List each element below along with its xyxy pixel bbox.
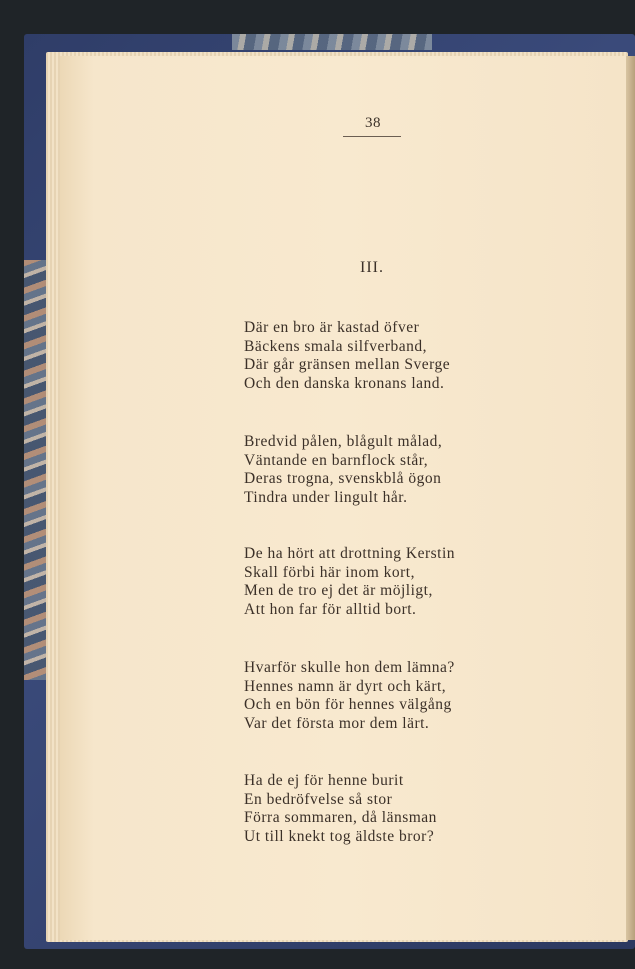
poem-line: Hvarför skulle hon dem lämna? bbox=[244, 659, 455, 676]
poem-line: Bredvid pålen, blågult målad, bbox=[244, 433, 443, 450]
poem-line: Väntande en barnflock står, bbox=[244, 451, 429, 469]
poem-line: Där en bro är kastad öfver bbox=[244, 319, 420, 336]
poem-line: Att hon far för alltid bort. bbox=[244, 600, 417, 618]
poem-line: Förra sommaren, då länsman bbox=[244, 809, 437, 826]
page-right-edge bbox=[626, 56, 635, 940]
section-heading: III. bbox=[360, 259, 384, 276]
poem-line: Skall förbi här inom kort, bbox=[244, 563, 415, 581]
book-page bbox=[60, 56, 628, 940]
page-number-rule bbox=[343, 136, 401, 137]
poem-line: De ha hört att drottning Kerstin bbox=[244, 545, 455, 562]
poem-line: En bedröfvelse så stor bbox=[244, 790, 393, 808]
poem-line: Bäckens smala silfverband, bbox=[244, 337, 428, 355]
stanza-2 bbox=[244, 433, 574, 507]
page-number: 38 bbox=[365, 115, 381, 131]
marbled-cover-edge-top bbox=[232, 34, 432, 50]
stanza-3 bbox=[244, 545, 574, 619]
poem-line: Deras trogna, svenskblå ögon bbox=[244, 470, 442, 487]
poem-line: Och en bön för hennes välgång bbox=[244, 696, 452, 713]
stanza-4 bbox=[244, 659, 574, 733]
poem-line: Var det första mor dem lärt. bbox=[244, 714, 430, 732]
poem-line: Hennes namn är dyrt och kärt, bbox=[244, 677, 447, 695]
poem-line: Men de tro ej det är möjligt, bbox=[244, 582, 433, 599]
poem-line: Ut till knekt tog äldste bror? bbox=[244, 827, 435, 845]
poem-line: Och den danska kronans land. bbox=[244, 374, 445, 392]
poem-line: Tindra under lingult hår. bbox=[244, 488, 408, 506]
poem-line: Ha de ej för henne burit bbox=[244, 772, 404, 789]
stanza-5 bbox=[244, 772, 574, 846]
stanza-1 bbox=[244, 319, 574, 393]
poem-line: Där går gränsen mellan Sverge bbox=[244, 356, 451, 373]
